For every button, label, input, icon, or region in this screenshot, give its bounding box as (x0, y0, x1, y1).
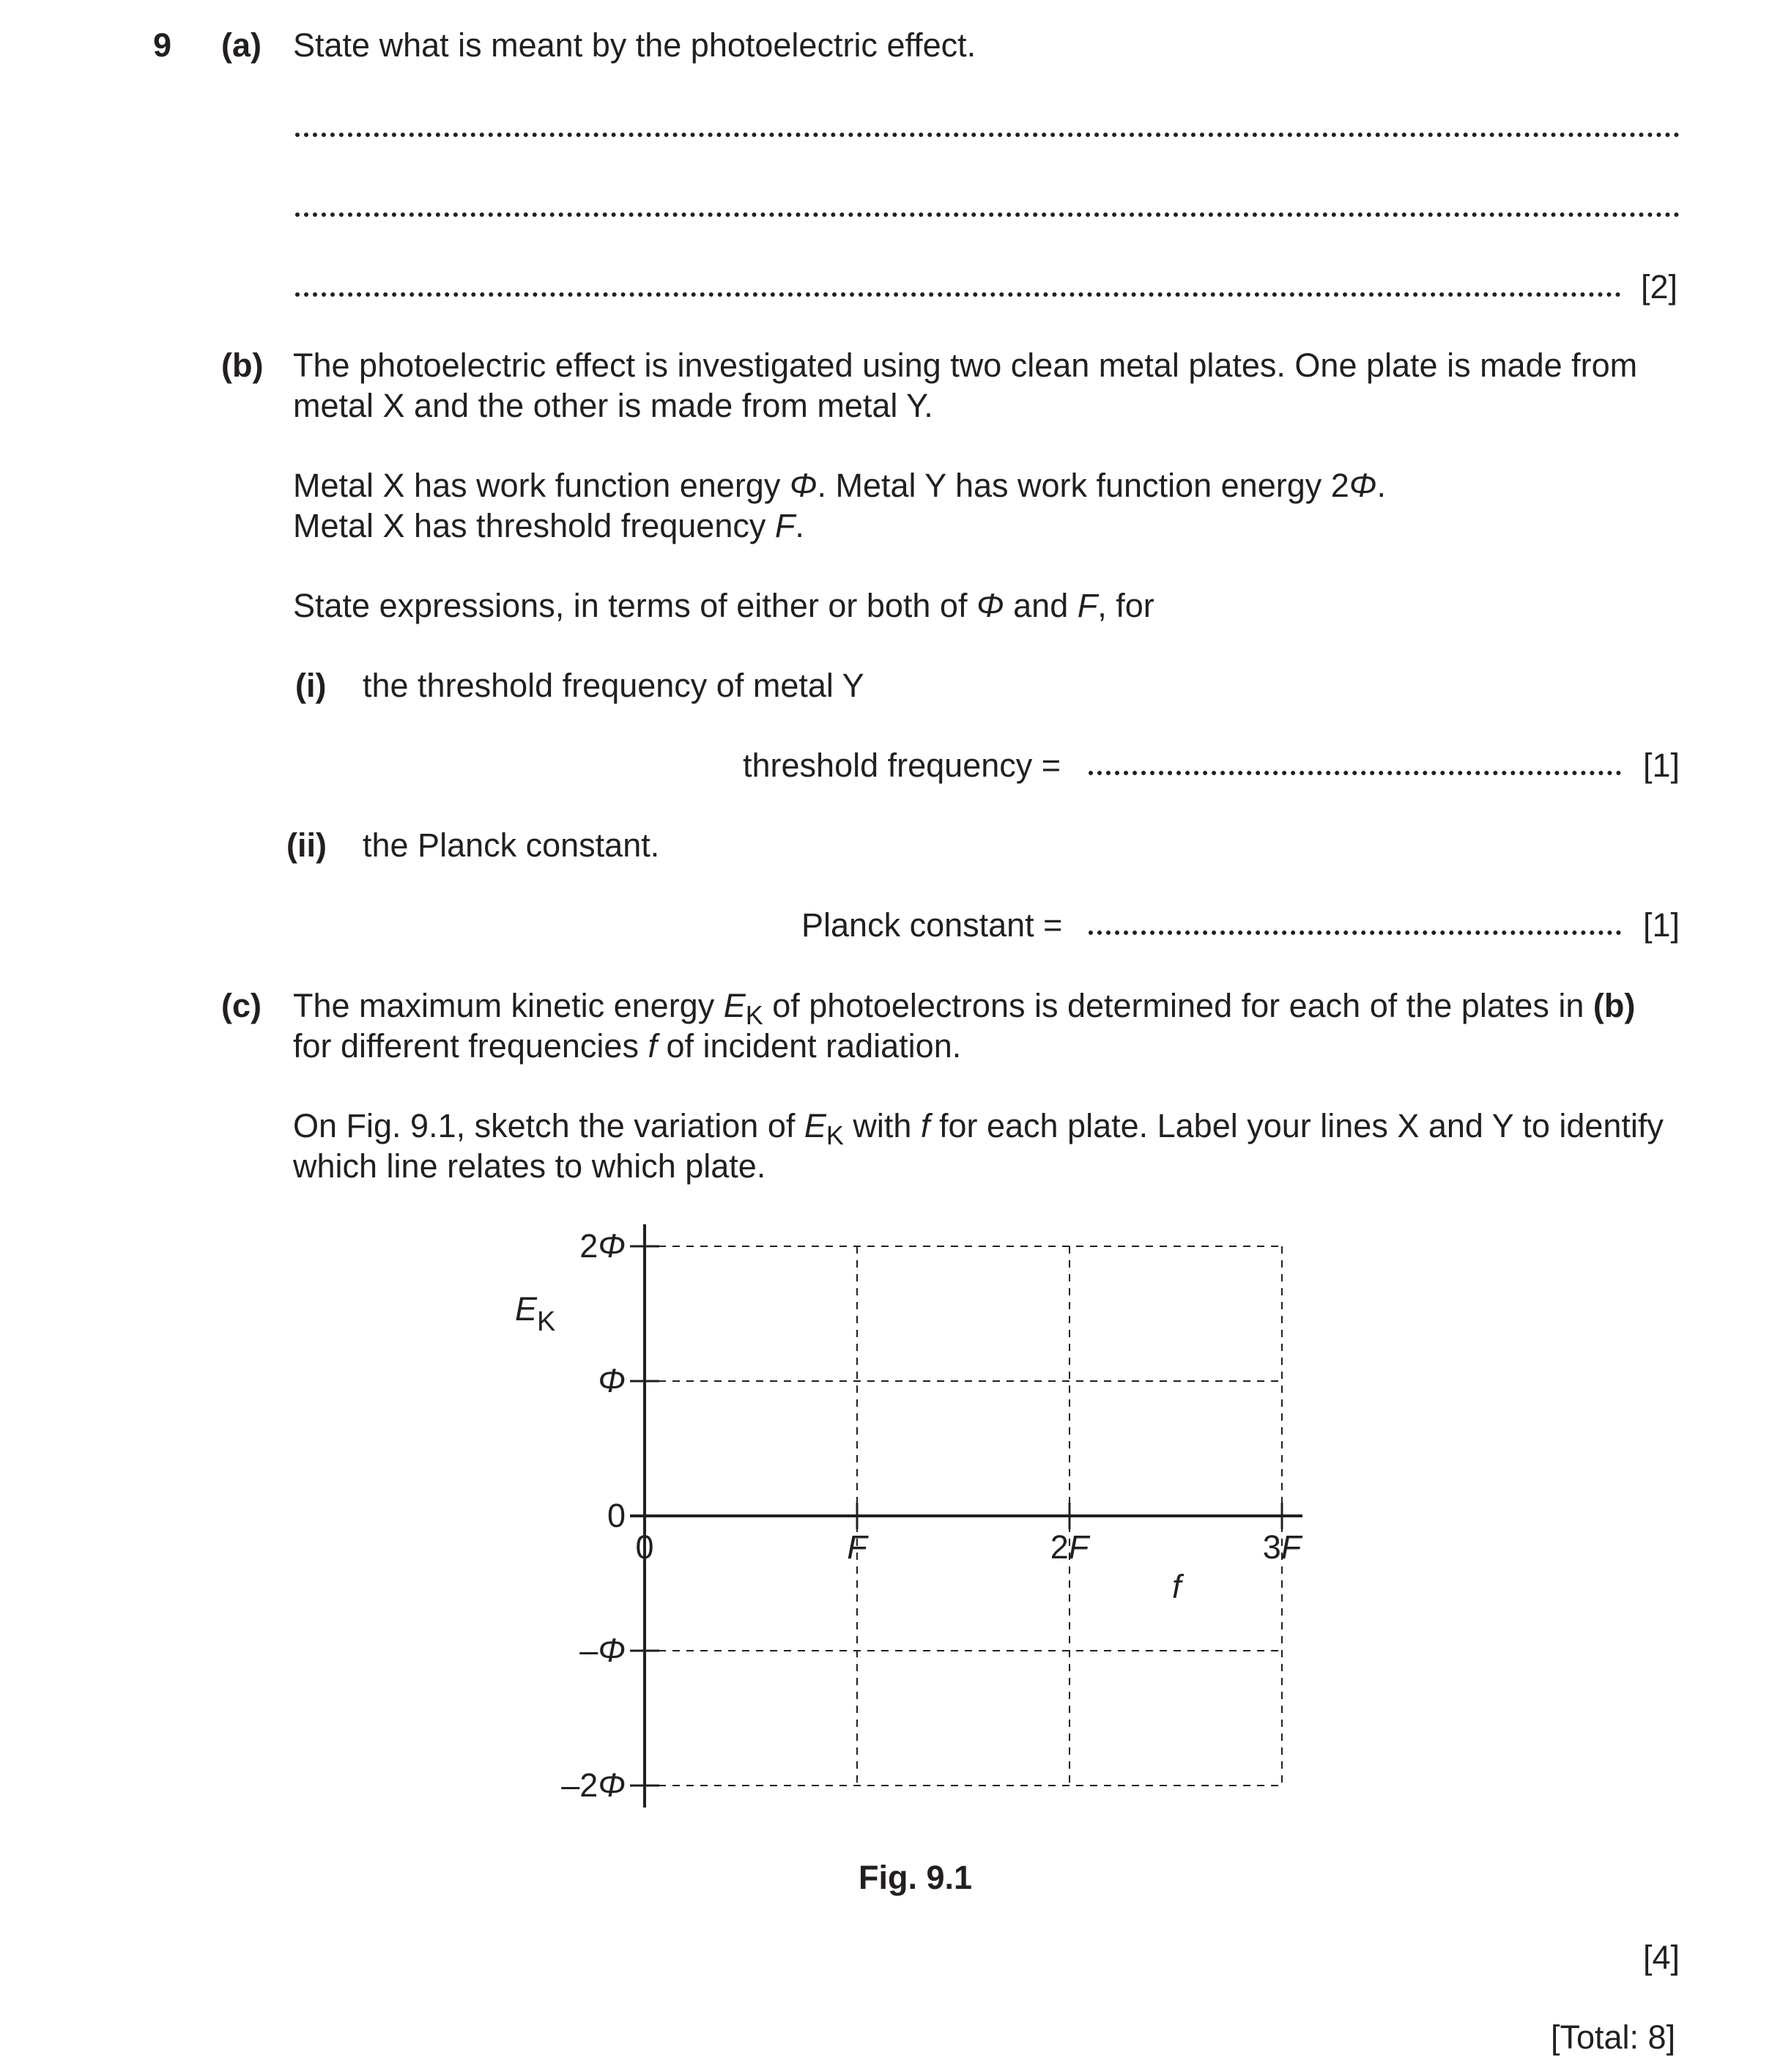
x-tick-label: 3F (1262, 1528, 1302, 1566)
c-line2-b: of incident radiation. (656, 1027, 962, 1065)
threshold-sentence (293, 506, 804, 546)
thr-text1: Metal X has threshold frequency (293, 507, 775, 544)
figure-caption: Fig. 9.1 (859, 1859, 973, 1896)
x-axis-label: f (1172, 1568, 1182, 1605)
c-line3-c: for each plate. Label your lines X and Y to identify (930, 1107, 1664, 1144)
thr-text2: . (795, 507, 804, 544)
part-b-ii-marks: [1] (1643, 906, 1680, 944)
planck-answer-line[interactable] (1089, 930, 1621, 935)
part-c-marks: [4] (1643, 1939, 1680, 1976)
part-b-line2: metal X and the other is made from metal Y. (293, 387, 933, 424)
c-line3-b: with (843, 1107, 921, 1144)
y-tick-label: Φ (598, 1362, 626, 1399)
f-symbol: F (1077, 587, 1098, 624)
y-axis-label-k: K (537, 1306, 556, 1337)
part-c-line4: which line relates to which plate. (293, 1147, 766, 1185)
f-symbol: f (648, 1027, 657, 1065)
part-b-i-marks: [1] (1643, 747, 1680, 784)
part-c-line1 (293, 986, 1635, 1031)
x-tick-label: 0 (635, 1528, 654, 1566)
part-a-marks: [2] (1641, 268, 1678, 306)
part-b-i-text: the threshold frequency of metal Y (363, 667, 864, 704)
total-marks: [Total: 8] (1551, 2019, 1676, 2056)
axes (630, 1224, 1302, 1808)
question-number: 9 (153, 26, 172, 64)
part-b-label: (b) (221, 347, 264, 384)
wf-text1: Metal X has work function energy (293, 467, 790, 504)
part-b-ii-text: the Planck constant. (363, 826, 660, 864)
part-b-i-label: (i) (295, 667, 327, 704)
c-line1-b: of photoelectrons is determined for each of the plates in (763, 987, 1593, 1024)
expr-text3: , for (1097, 587, 1154, 624)
expressions-sentence (293, 586, 1154, 626)
x-tick-label: F (847, 1528, 867, 1566)
y-tick-label: 0 (607, 1497, 626, 1534)
part-c-line3 (293, 1106, 1664, 1151)
planck-answer-label: Planck constant = (801, 906, 1063, 944)
k-subscript: K (745, 1000, 763, 1030)
phi-symbol: Φ (789, 467, 818, 504)
answer-line-a2[interactable] (295, 212, 1680, 217)
part-c-label: (c) (221, 987, 262, 1024)
threshold-answer-line[interactable] (1089, 771, 1621, 775)
c-line3-a: On Fig. 9.1, sketch the variation of (293, 1107, 804, 1144)
wf-text2: . Metal Y has work function energy 2 (817, 467, 1349, 504)
e-symbol: E (723, 987, 746, 1024)
k-subscript: K (826, 1120, 844, 1150)
grid-lines (645, 1246, 1282, 1786)
answer-line-a3[interactable] (295, 292, 1621, 297)
expr-text1: State expressions, in terms of either or both of (293, 587, 976, 624)
part-b-ref: (b) (1593, 987, 1636, 1024)
answer-line-a1[interactable] (295, 133, 1680, 137)
f-symbol: F (774, 507, 796, 544)
wf-text3: . (1376, 467, 1386, 504)
phi-symbol: Φ (976, 587, 1004, 624)
f-symbol: f (920, 1107, 930, 1144)
y-tick-label: –Φ (579, 1632, 626, 1669)
y-axis-label-e: E (515, 1290, 538, 1328)
x-tick-label: 2F (1050, 1528, 1089, 1566)
phi-symbol: Φ (1349, 467, 1377, 504)
work-function-sentence (293, 466, 1386, 506)
c-line1-a: The maximum kinetic energy (293, 987, 724, 1024)
part-a-label: (a) (221, 26, 262, 64)
threshold-answer-label: threshold frequency = (743, 747, 1061, 784)
part-c-line2 (293, 1026, 961, 1066)
y-tick-label: 2Φ (579, 1227, 626, 1265)
part-b-line1: The photoelectric effect is investigated using two clean metal plates. One plate is made from (293, 347, 1638, 384)
tick-labels (561, 1227, 1303, 1804)
y-tick-label: –2Φ (561, 1766, 626, 1804)
part-a-prompt: State what is meant by the photoelectric effect. (293, 26, 976, 64)
part-b-ii-label: (ii) (286, 826, 327, 864)
expr-text2: and (1004, 587, 1078, 624)
y-axis-label (515, 1290, 555, 1337)
e-symbol: E (804, 1107, 826, 1144)
c-line2-a: for different frequencies (293, 1027, 648, 1065)
